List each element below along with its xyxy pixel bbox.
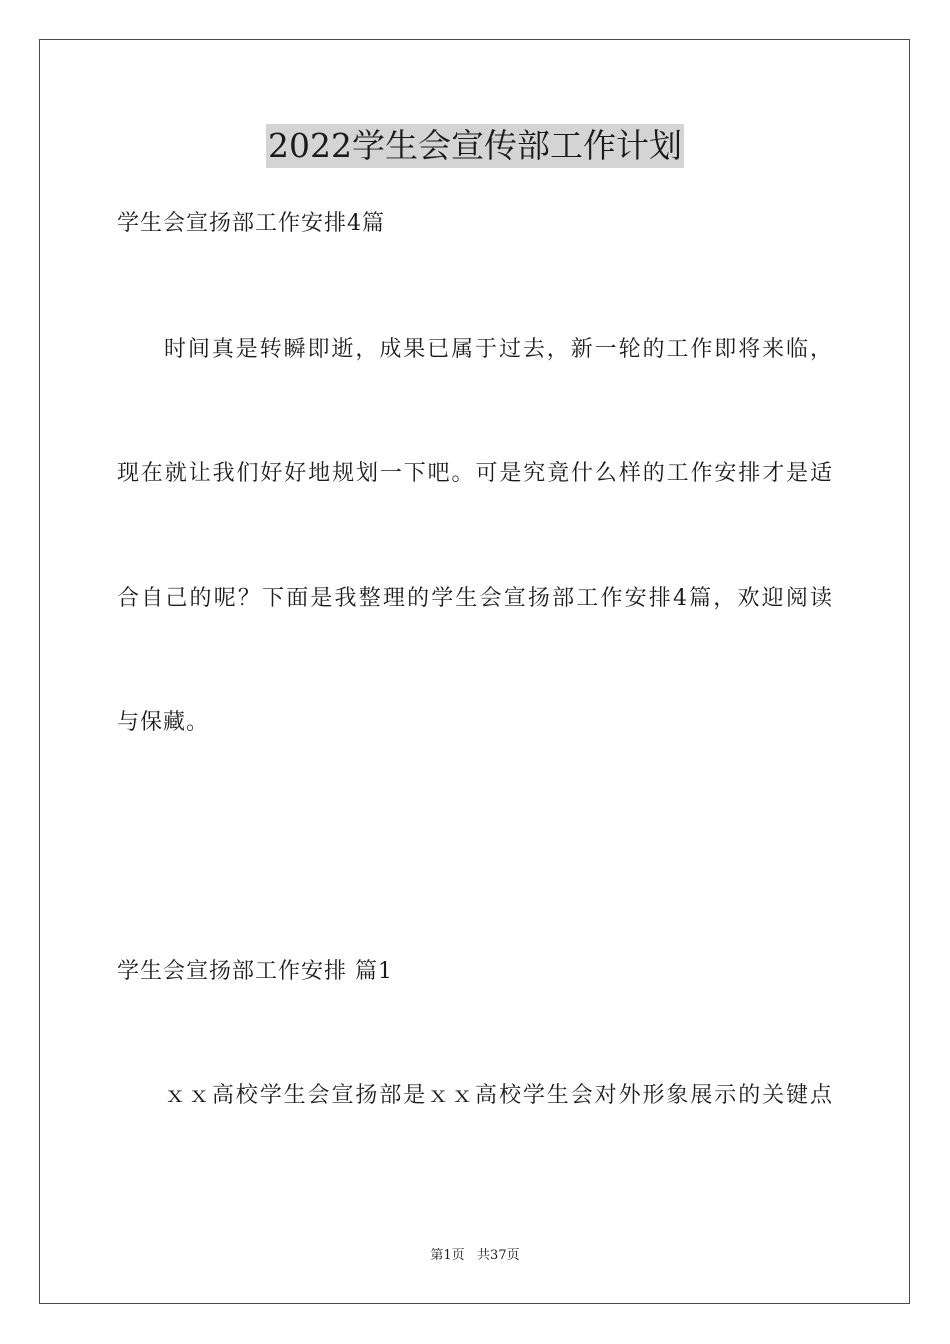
title-wrapper — [0, 124, 950, 168]
intro-line-1: 时间真是转瞬即逝，成果已属于过去，新一轮的工作即将来临， — [164, 337, 833, 362]
intro-line-3: 合自己的呢？下面是我整理的学生会宣扬部工作安排4篇，欢迎阅读 — [117, 586, 833, 611]
intro-line-4: 与保藏。 — [117, 710, 210, 735]
document-subtitle: 学生会宣扬部工作安排4篇 — [117, 211, 385, 236]
section-heading: 学生会宣扬部工作安排 篇1 — [117, 959, 393, 984]
page-footer: 第1页 共37页 — [430, 1248, 520, 1263]
document-title: 2022学生会宣传部工作计划 — [266, 124, 684, 168]
intro-line-2: 现在就让我们好好地规划一下吧。可是究竟什么样的工作安排才是适 — [117, 461, 833, 486]
section-first-line: ｘｘ高校学生会宣扬部是ｘｘ高校学生会对外形象展示的关键点 — [164, 1083, 833, 1108]
